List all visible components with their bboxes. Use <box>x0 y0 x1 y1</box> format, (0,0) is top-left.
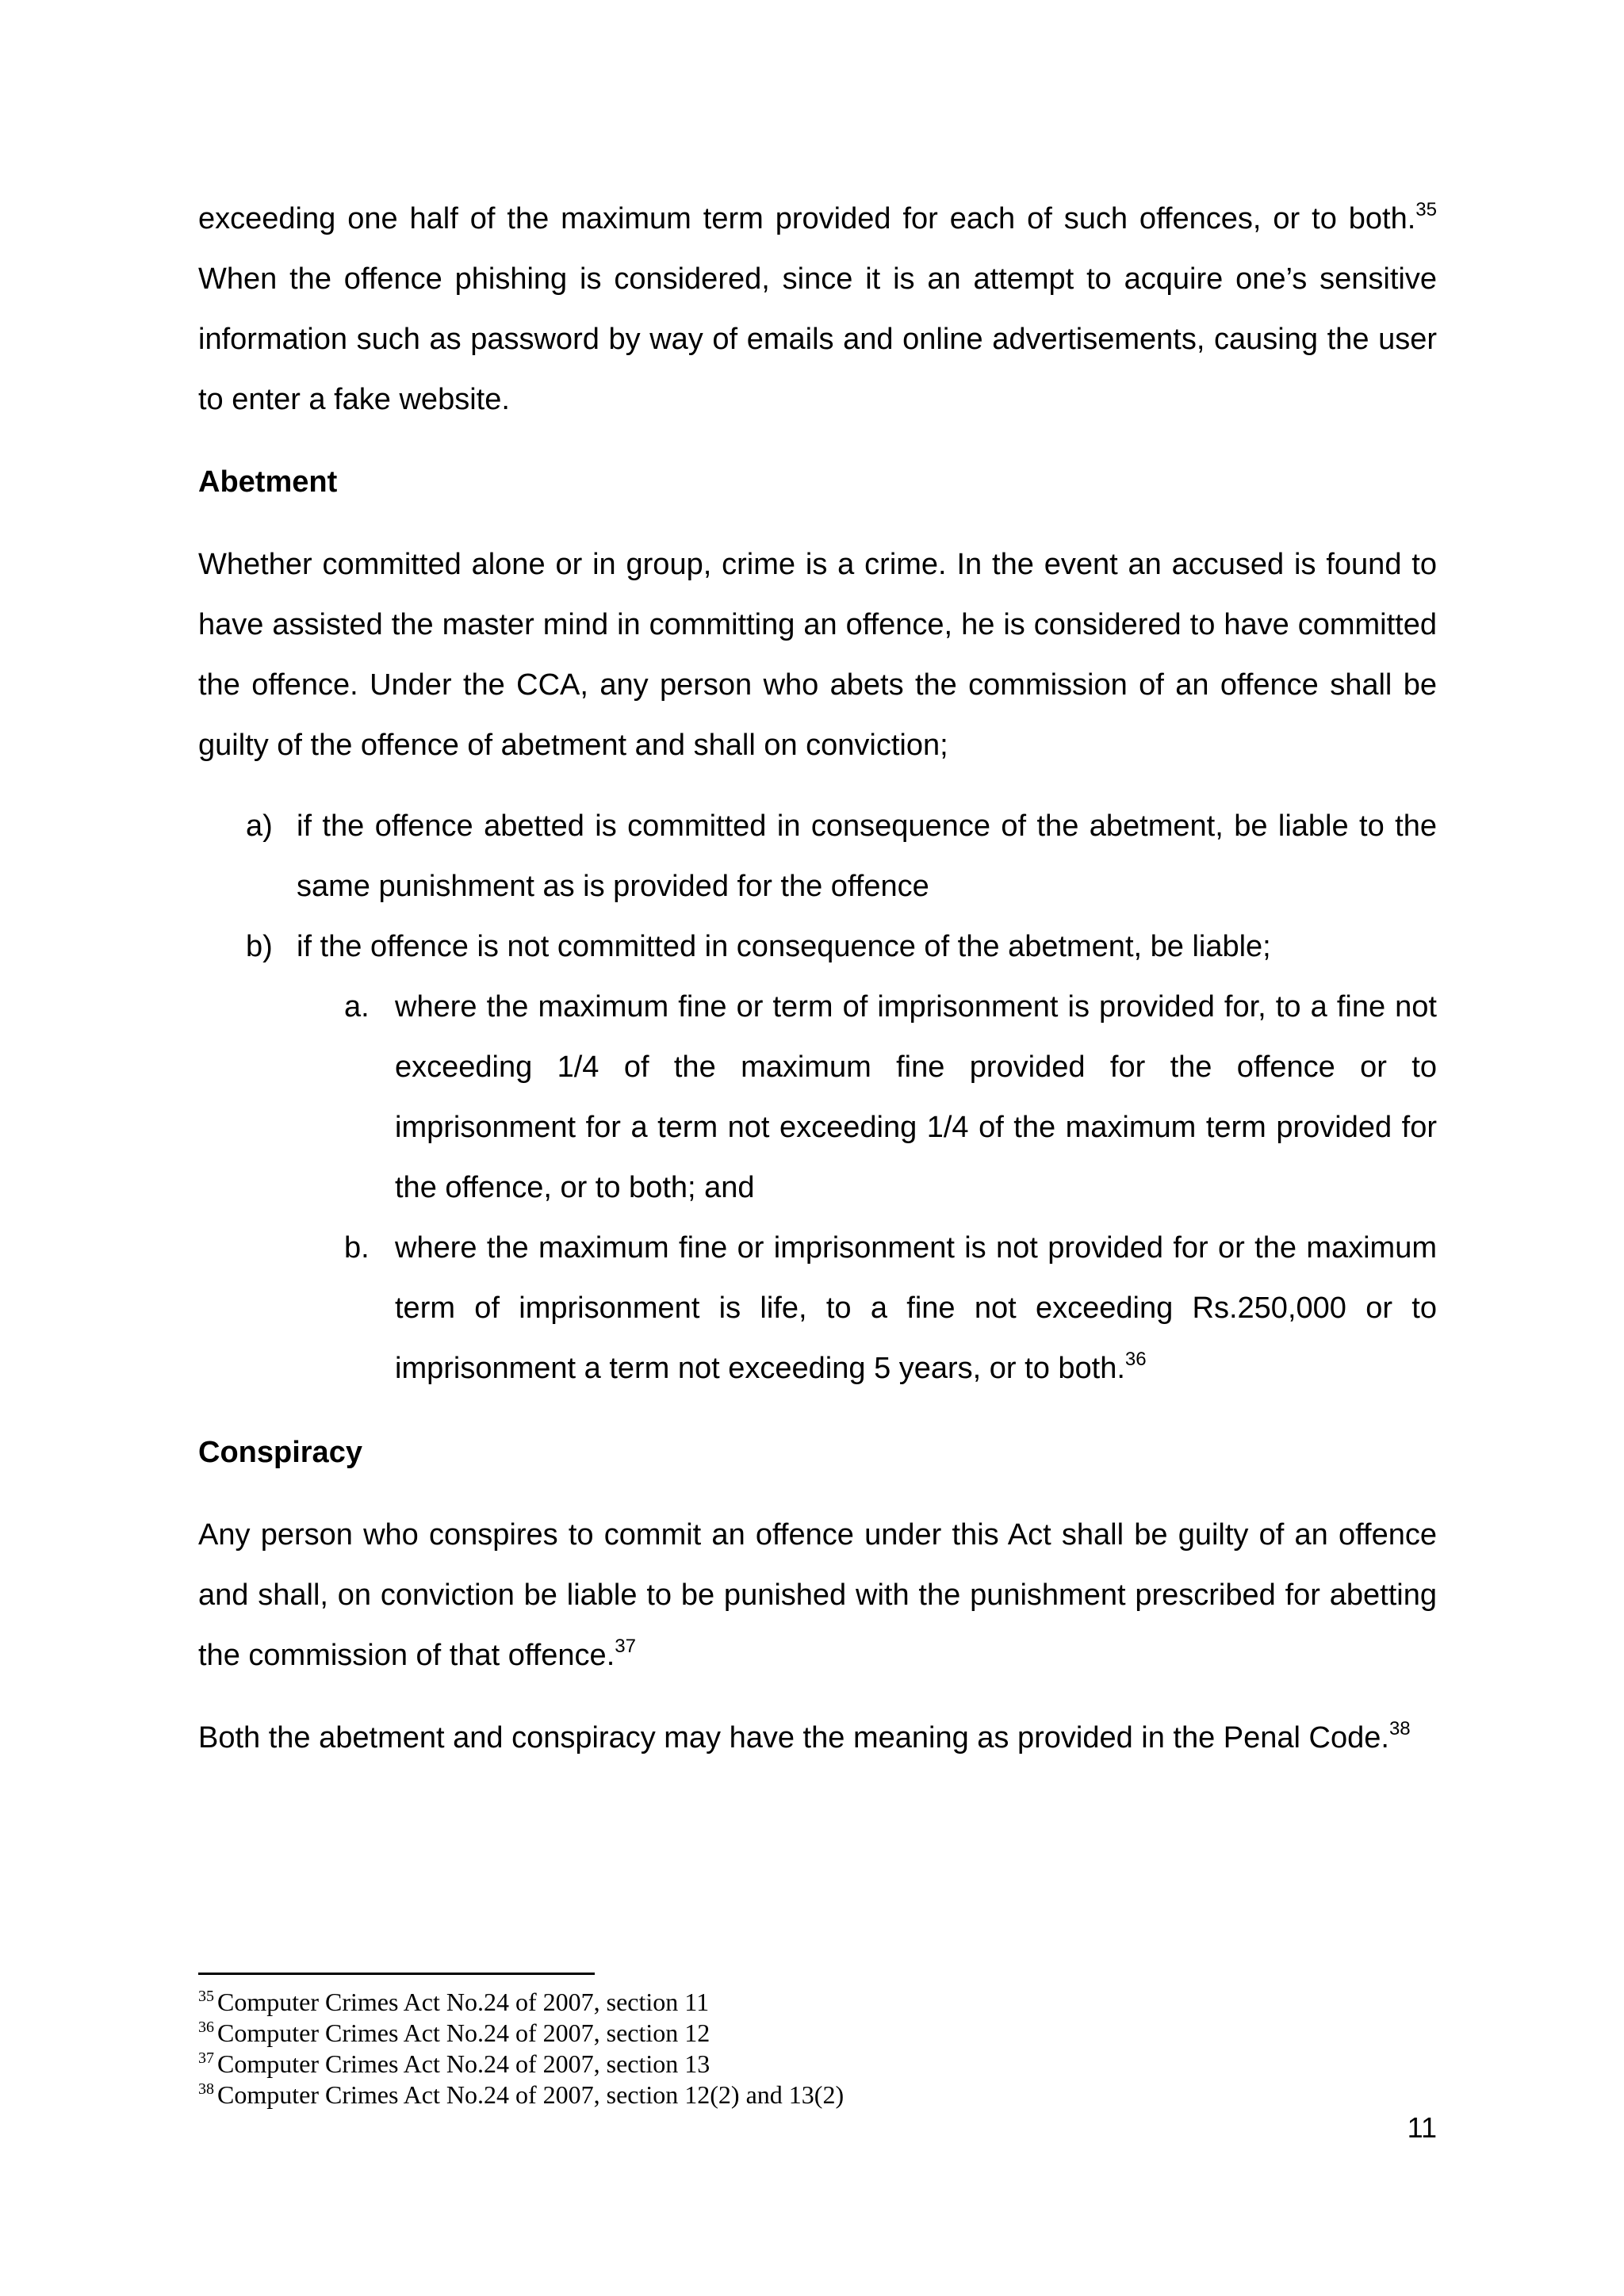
paragraph-continuation: exceeding one half of the maximum term provided for each of such offences, or to both.$^{35}$ When the offence phishing is considered, since it is an attempt to acquire one’s sensitive information such as password by way of emails and online advertisements, causing the user to enter a fake website. <box>198 199 1437 416</box>
paragraph-closing: Both the abetment and conspiracy may have the meaning as provided in the Penal Code.$^{38}$ <box>198 1718 1411 1755</box>
list-item-text: if the offence is not committed in consequence of the abetment, be liable; <box>297 930 1271 963</box>
paragraph-abetment: Whether committed alone or in group, crime is a crime. In the event an accused is found to have assisted the master mind in committing an offence, he is considered to have committed the offence. Under the CCA, any person who abets the commission of an offence shall be guilty of the offence of abetment and shall on conviction; <box>198 548 1437 762</box>
footnote-ref-36[interactable]: 36 <box>1124 1349 1147 1370</box>
footnote-ref-35[interactable]: 35 <box>1415 199 1437 220</box>
list-item-text: where the maximum fine or term of imprisonment is provided for, to a fine not exceeding 1/4 of the maximum fine provided for the offence or to imprisonment for a term not exceeding 1/4 of the maximum term provided for the offence, or to both; and <box>395 990 1437 1204</box>
page-number: 11 <box>1407 2111 1437 2144</box>
footnote-35: $^{35}$ Computer Crimes Act No.24 of 2007, section 11 <box>198 1988 710 2016</box>
heading-abetment: Abetment <box>198 465 338 499</box>
list-marker: a) <box>246 809 273 843</box>
footnote-separator <box>198 1973 595 1975</box>
paragraph-conspiracy: Any person who conspires to commit an offence under this Act shall be guilty of an offence and shall, on conviction be liable to be punished with the punishment prescribed for abetting the commission of that offence.$^{37}$ <box>198 1518 1437 1672</box>
list-marker: b) <box>246 930 273 963</box>
footnote-ref-37[interactable]: 37 <box>615 1636 636 1657</box>
list-marker: a. <box>344 990 370 1024</box>
footnote-ref-38[interactable]: 38 <box>1388 1718 1411 1739</box>
list-item-text: where the maximum fine or imprisonment is not provided for or the maximum term of imprisonment is life, to a fine not exceeding Rs.250,000 or to imprisonment a term not exceeding 5 years, or to both.$^{36}$ <box>395 1231 1437 1385</box>
footnote-36: $^{36}$ Computer Crimes Act No.24 of 2007, section 12 <box>198 2019 710 2047</box>
footnote-37: $^{37}$ Computer Crimes Act No.24 of 2007, section 13 <box>198 2049 710 2078</box>
list-item-text: if the offence abetted is committed in consequence of the abetment, be liable to the same punishment as is provided for the offence <box>297 809 1437 903</box>
list-marker: b. <box>344 1231 370 1265</box>
heading-conspiracy: Conspiracy <box>198 1436 362 1469</box>
footnote-38: $^{38}$ Computer Crimes Act No.24 of 2007, section 12(2) and 13(2) <box>198 2080 845 2109</box>
